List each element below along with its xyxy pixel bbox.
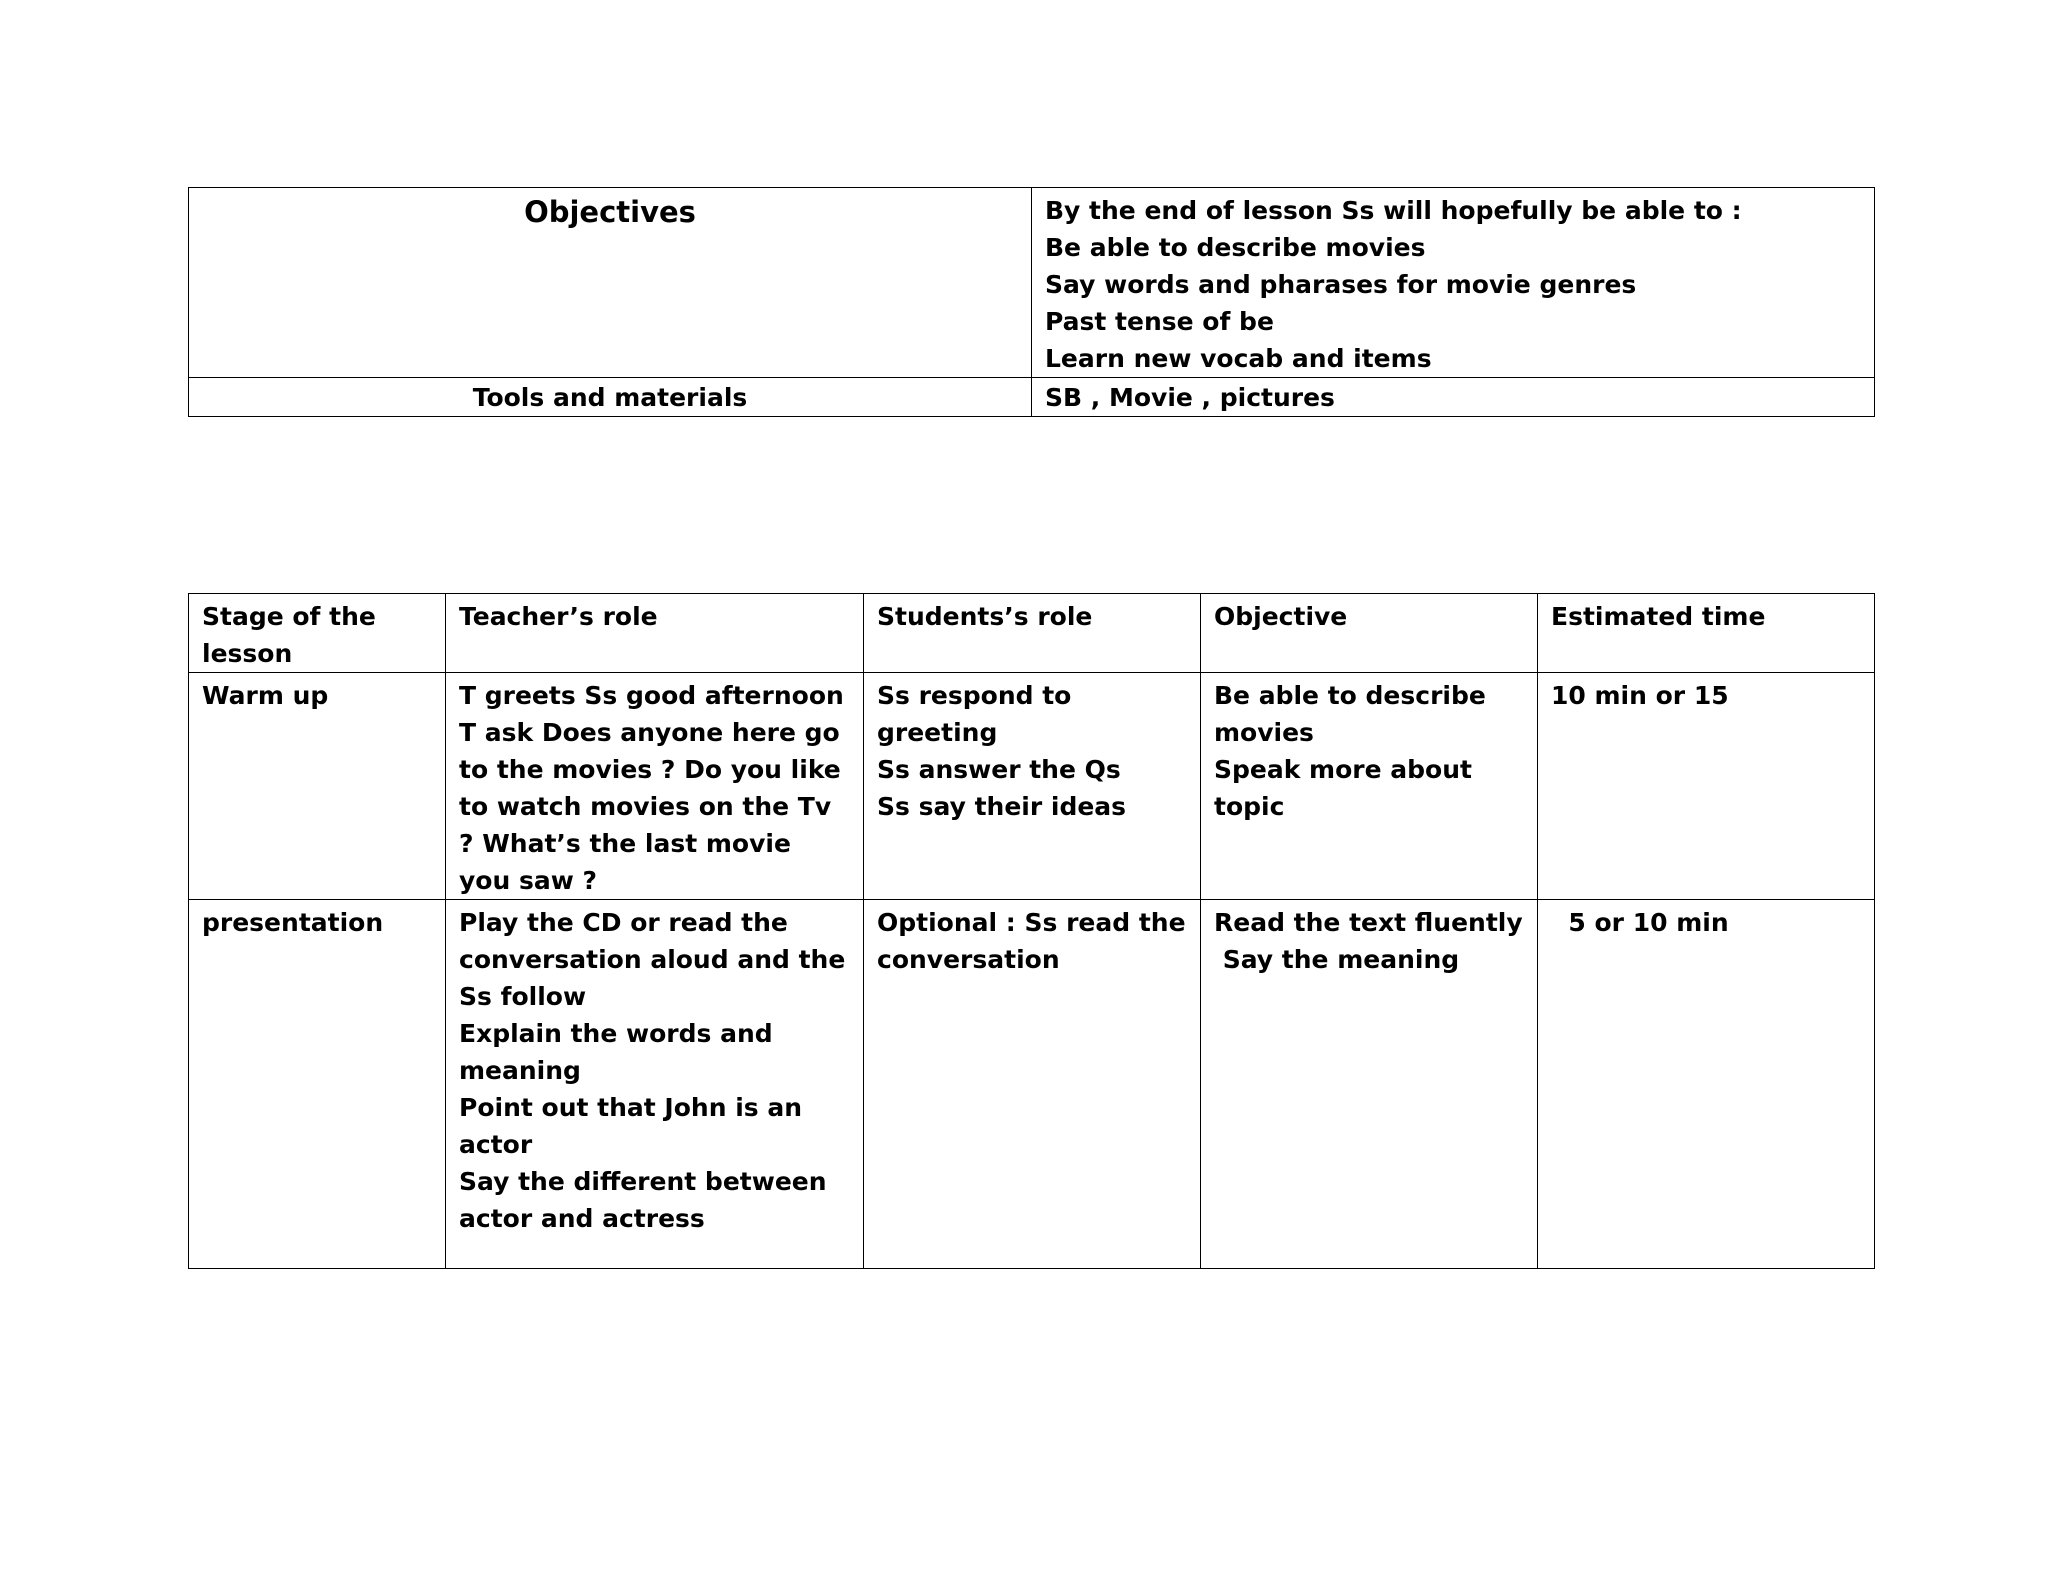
- teacher-role-line: Play the CD or read the conversation aloud and the Ss follow: [459, 908, 846, 1011]
- time-cell: 5 or 10 min: [1538, 900, 1875, 1269]
- time-cell: 10 min or 15: [1538, 673, 1875, 900]
- objectives-table: [188, 187, 1875, 417]
- tools-value: SB , Movie , pictures: [1032, 378, 1875, 417]
- tools-row: [189, 378, 1875, 417]
- table-row: [189, 900, 1875, 1269]
- students-role-line: Ss answer the Qs: [877, 755, 1121, 784]
- objective-item: Speak more about topic: [1214, 755, 1472, 821]
- objective-line: Past tense of be: [1045, 307, 1274, 336]
- header-teacher-role: Teacher’s role: [446, 594, 864, 673]
- students-role-cell: [864, 673, 1201, 900]
- header-students-role: Students’s role: [864, 594, 1201, 673]
- students-role-line: Optional : Ss read the conversation: [877, 908, 1186, 974]
- objective-cell: [1201, 673, 1538, 900]
- header-stage: Stage of the lesson: [189, 594, 446, 673]
- objective-item: Be able to describe movies: [1214, 681, 1486, 747]
- header-estimated-time: Estimated time: [1538, 594, 1875, 673]
- students-role-line: Ss respond to greeting: [877, 681, 1072, 747]
- objective-line: Learn new vocab and items: [1045, 344, 1432, 373]
- objective-item: Read the text fluently: [1214, 908, 1523, 937]
- students-role-line: Ss say their ideas: [877, 792, 1127, 821]
- objectives-label: Objectives: [189, 188, 1032, 378]
- table-row: [189, 673, 1875, 900]
- objective-item: Say the meaning: [1214, 945, 1460, 974]
- teacher-role-cell: [446, 900, 864, 1269]
- stage-cell: Warm up: [189, 673, 446, 900]
- objectives-value-cell: [1032, 188, 1875, 378]
- stage-cell: presentation: [189, 900, 446, 1269]
- students-role-cell: [864, 900, 1201, 1269]
- objective-cell: [1201, 900, 1538, 1269]
- table-header-row: [189, 594, 1875, 673]
- tools-label: Tools and materials: [189, 378, 1032, 417]
- objective-line: Say words and pharases for movie genres: [1045, 270, 1637, 299]
- lesson-stages-table: [188, 593, 1875, 1269]
- teacher-role-line: Point out that John is an actor: [459, 1093, 803, 1159]
- teacher-role-line: Explain the words and meaning: [459, 1019, 773, 1085]
- header-objective: Objective: [1201, 594, 1538, 673]
- objective-line: Be able to describe movies: [1045, 233, 1426, 262]
- objective-line: By the end of lesson Ss will hopefully be able to :: [1045, 196, 1742, 225]
- teacher-role-cell: T greets Ss good afternoon T ask Does anyone here go to the movies ? Do you like to watch movies on the Tv ? What’s the last movie you saw ?: [446, 673, 864, 900]
- objectives-row: [189, 188, 1875, 378]
- teacher-role-line: Say the different between actor and actress: [459, 1167, 827, 1233]
